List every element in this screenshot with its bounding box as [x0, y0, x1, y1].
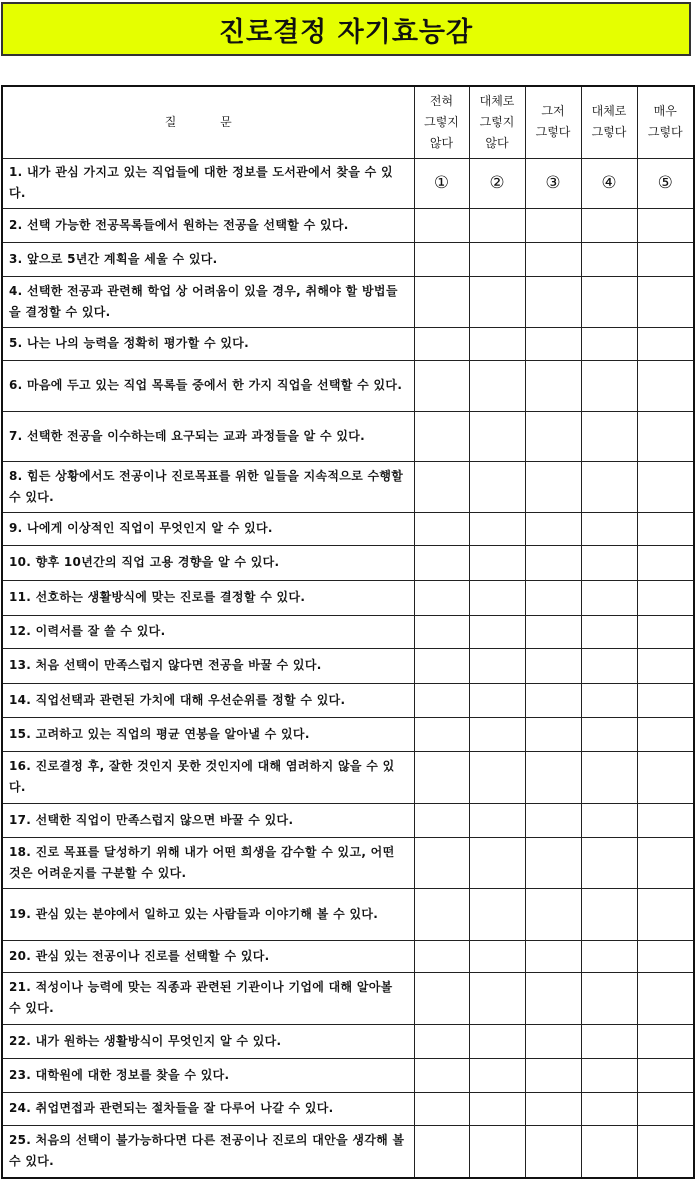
answer-cell-5[interactable] — [637, 580, 694, 615]
answer-cell-4[interactable] — [581, 888, 637, 940]
question-row — [2, 837, 694, 888]
answer-cell-4[interactable] — [581, 1125, 637, 1178]
answer-cell-2[interactable] — [469, 360, 525, 411]
answer-cell-1[interactable] — [414, 327, 469, 360]
question-row — [2, 327, 694, 360]
option-header-4 — [581, 86, 637, 158]
option-header-line: 않다 — [429, 135, 454, 150]
answer-cell-2[interactable] — [469, 327, 525, 360]
option-header-line: 그저 — [541, 104, 565, 119]
question-text: 20. 관심 있는 전공이나 진로를 선택할 수 있다. — [2, 940, 414, 972]
answer-cell-1[interactable] — [414, 512, 469, 545]
answer-cell-2[interactable] — [469, 545, 525, 580]
survey-table — [1, 85, 695, 1179]
question-row — [2, 411, 694, 461]
scale-mark: ① — [433, 173, 450, 193]
question-text: 9. 나에게 이상적인 직업이 무엇인지 알 수 있다. — [2, 512, 414, 545]
question-row — [2, 972, 694, 1024]
option-header-line: 대체로 — [591, 104, 627, 119]
question-text: 5. 나는 나의 능력을 정확히 평가할 수 있다. — [2, 327, 414, 360]
answer-cell-4[interactable] — [581, 940, 637, 972]
answer-cell-3[interactable] — [525, 837, 581, 888]
answer-cell-3[interactable] — [525, 461, 581, 512]
answer-cell-3[interactable] — [525, 242, 581, 276]
question-row — [2, 1092, 694, 1125]
scale-mark: ⑤ — [657, 173, 673, 193]
answer-cell-1[interactable] — [414, 972, 469, 1024]
answer-cell-5[interactable] — [637, 512, 694, 545]
answer-cell-3[interactable] — [525, 545, 581, 580]
answer-cell-4[interactable] — [581, 208, 637, 242]
answer-cell-5[interactable] — [637, 545, 694, 580]
question-text: 24. 취업면접과 관련되는 절차들을 잘 다루어 나갈 수 있다. — [2, 1092, 414, 1125]
question-row — [2, 242, 694, 276]
answer-cell-5[interactable] — [637, 717, 694, 751]
answer-cell-3[interactable] — [525, 1024, 581, 1058]
question-row — [2, 360, 694, 411]
question-row — [2, 940, 694, 972]
answer-cell-1[interactable] — [414, 360, 469, 411]
option-header-2 — [469, 86, 525, 158]
question-text: 14. 직업선택과 관련된 가치에 대해 우선순위를 정할 수 있다. — [2, 683, 414, 717]
answer-cell-3[interactable] — [525, 803, 581, 837]
answer-cell-4[interactable] — [581, 803, 637, 837]
question-row — [2, 1024, 694, 1058]
question-text: 18. 진로 목표를 달성하기 위해 내가 어떤 희생을 감수할 수 있고, 어떤 것은 어려운지를 구분할 수 있다. — [2, 837, 414, 888]
answer-cell-4[interactable] — [581, 751, 637, 803]
question-text: 16. 진로결정 후, 잘한 것인지 못한 것인지에 대해 염려하지 않을 수 있다. — [2, 751, 414, 803]
answer-cell-4[interactable] — [581, 327, 637, 360]
answer-cell-4[interactable] — [581, 545, 637, 580]
answer-cell-1[interactable] — [414, 158, 469, 208]
answer-cell-1[interactable] — [414, 1024, 469, 1058]
question-text: 17. 선택한 직업이 만족스럽지 않으면 바꿀 수 있다. — [2, 803, 414, 837]
question-text: 13. 처음 선택이 만족스럽지 않다면 전공을 바꿀 수 있다. — [2, 648, 414, 683]
answer-cell-3[interactable] — [525, 940, 581, 972]
question-row — [2, 1125, 694, 1178]
answer-cell-4[interactable] — [581, 615, 637, 648]
answer-cell-5[interactable] — [637, 940, 694, 972]
question-row — [2, 208, 694, 242]
question-row — [2, 615, 694, 648]
answer-cell-3[interactable] — [525, 648, 581, 683]
scale-mark: ② — [489, 173, 505, 193]
answer-cell-1[interactable] — [414, 580, 469, 615]
answer-cell-2[interactable] — [469, 683, 525, 717]
option-header-line: 매우 — [653, 104, 677, 119]
answer-cell-1[interactable] — [414, 803, 469, 837]
answer-cell-5[interactable] — [637, 837, 694, 888]
answer-cell-5[interactable] — [637, 242, 694, 276]
question-row — [2, 461, 694, 512]
answer-cell-3[interactable] — [525, 751, 581, 803]
answer-cell-3[interactable] — [525, 580, 581, 615]
option-header-line: 그렇지 — [479, 114, 515, 129]
answer-cell-2[interactable] — [469, 512, 525, 545]
question-text: 23. 대학원에 대한 정보를 찾을 수 있다. — [2, 1058, 414, 1092]
answer-cell-2[interactable] — [469, 580, 525, 615]
question-text: 4. 선택한 전공과 관련해 학업 상 어려움이 있을 경우, 취해야 할 방법들을 결정할 수 있다. — [2, 276, 414, 327]
answer-cell-2[interactable] — [469, 1024, 525, 1058]
answer-cell-5[interactable] — [637, 1024, 694, 1058]
option-header-3 — [525, 86, 581, 158]
answer-cell-3[interactable] — [525, 888, 581, 940]
answer-cell-1[interactable] — [414, 545, 469, 580]
answer-cell-5[interactable] — [637, 751, 694, 803]
answer-cell-1[interactable] — [414, 411, 469, 461]
answer-cell-5[interactable] — [637, 327, 694, 360]
question-text: 6. 마음에 두고 있는 직업 목록들 중에서 한 가지 직업을 선택할 수 있다. — [2, 360, 414, 411]
scale-mark: ④ — [601, 173, 617, 193]
answer-cell-4[interactable] — [581, 580, 637, 615]
question-row — [2, 683, 694, 717]
answer-cell-2[interactable] — [469, 461, 525, 512]
answer-cell-1[interactable] — [414, 461, 469, 512]
answer-cell-2[interactable] — [469, 615, 525, 648]
question-text: 7. 선택한 전공을 이수하는데 요구되는 교과 과정들을 알 수 있다. — [2, 411, 414, 461]
answer-cell-3[interactable] — [525, 1125, 581, 1178]
answer-cell-1[interactable] — [414, 1058, 469, 1092]
question-text: 2. 선택 가능한 전공목록들에서 원하는 전공을 선택할 수 있다. — [2, 208, 414, 242]
answer-cell-1[interactable] — [414, 648, 469, 683]
answer-cell-3[interactable] — [525, 512, 581, 545]
answer-cell-2[interactable] — [469, 648, 525, 683]
answer-cell-1[interactable] — [414, 683, 469, 717]
answer-cell-4[interactable] — [581, 1092, 637, 1125]
answer-cell-4[interactable] — [581, 837, 637, 888]
answer-cell-4[interactable] — [581, 683, 637, 717]
option-header-1 — [414, 86, 469, 158]
option-header-line: 대체로 — [479, 93, 515, 108]
answer-cell-2[interactable] — [469, 1058, 525, 1092]
question-header: 질 문 — [2, 86, 414, 158]
page-title: 진로결정 자기효능감 — [1, 2, 691, 56]
answer-cell-2[interactable] — [469, 751, 525, 803]
answer-cell-5[interactable] — [637, 1058, 694, 1092]
answer-cell-5[interactable] — [637, 648, 694, 683]
answer-cell-2[interactable] — [469, 242, 525, 276]
question-text: 19. 관심 있는 분야에서 일하고 있는 사람들과 이야기해 볼 수 있다. — [2, 888, 414, 940]
option-header-5 — [637, 86, 694, 158]
answer-cell-4[interactable] — [581, 648, 637, 683]
question-row — [2, 512, 694, 545]
option-header-line: 그렇지 — [424, 114, 459, 129]
answer-cell-1[interactable] — [414, 242, 469, 276]
question-row — [2, 158, 694, 208]
answer-cell-3[interactable] — [525, 615, 581, 648]
answer-cell-5[interactable] — [637, 411, 694, 461]
question-row — [2, 751, 694, 803]
question-row — [2, 648, 694, 683]
answer-cell-3[interactable] — [525, 360, 581, 411]
answer-cell-4[interactable] — [581, 972, 637, 1024]
answer-cell-5[interactable] — [637, 1125, 694, 1178]
answer-cell-3[interactable] — [525, 208, 581, 242]
answer-cell-2[interactable] — [469, 276, 525, 327]
answer-cell-5[interactable] — [637, 461, 694, 512]
answer-cell-2[interactable] — [469, 411, 525, 461]
answer-cell-1[interactable] — [414, 940, 469, 972]
answer-cell-4[interactable] — [581, 1024, 637, 1058]
answer-cell-3[interactable] — [525, 972, 581, 1024]
question-row — [2, 276, 694, 327]
question-text: 3. 앞으로 5년간 계획을 세울 수 있다. — [2, 242, 414, 276]
question-row — [2, 717, 694, 751]
answer-cell-5[interactable] — [637, 972, 694, 1024]
question-text: 11. 선호하는 생활방식에 맞는 진로를 결정할 수 있다. — [2, 580, 414, 615]
answer-cell-4[interactable] — [581, 411, 637, 461]
answer-cell-4[interactable] — [581, 276, 637, 327]
answer-cell-2[interactable] — [469, 940, 525, 972]
answer-cell-1[interactable] — [414, 1092, 469, 1125]
question-row — [2, 888, 694, 940]
answer-cell-2[interactable] — [469, 888, 525, 940]
answer-cell-5[interactable] — [637, 888, 694, 940]
answer-cell-1[interactable] — [414, 751, 469, 803]
answer-cell-2[interactable] — [469, 717, 525, 751]
answer-cell-1[interactable] — [414, 615, 469, 648]
answer-cell-4[interactable] — [581, 242, 637, 276]
answer-cell-1[interactable] — [414, 717, 469, 751]
answer-cell-5[interactable] — [637, 1092, 694, 1125]
answer-cell-2[interactable] — [469, 1125, 525, 1178]
answer-cell-2[interactable] — [469, 1092, 525, 1125]
answer-cell-5[interactable] — [637, 615, 694, 648]
answer-cell-3[interactable] — [525, 158, 581, 208]
option-header-line: 전혀 — [429, 93, 454, 108]
answer-cell-5[interactable] — [637, 158, 694, 208]
answer-cell-3[interactable] — [525, 1058, 581, 1092]
answer-cell-3[interactable] — [525, 1092, 581, 1125]
option-header-line: 그렇다 — [591, 125, 627, 140]
answer-cell-3[interactable] — [525, 717, 581, 751]
answer-cell-4[interactable] — [581, 717, 637, 751]
question-row — [2, 545, 694, 580]
option-header-line: 그렇다 — [535, 125, 571, 140]
question-text: 8. 힘든 상황에서도 전공이나 진로목표를 위한 일들을 지속적으로 수행할 수 있다. — [2, 461, 414, 512]
answer-cell-5[interactable] — [637, 208, 694, 242]
answer-cell-3[interactable] — [525, 411, 581, 461]
answer-cell-1[interactable] — [414, 1125, 469, 1178]
question-text: 21. 적성이나 능력에 맞는 직종과 관련된 기관이나 기업에 대해 알아볼 수 있다. — [2, 972, 414, 1024]
answer-cell-1[interactable] — [414, 208, 469, 242]
answer-cell-3[interactable] — [525, 276, 581, 327]
question-text: 22. 내가 원하는 생활방식이 무엇인지 알 수 있다. — [2, 1024, 414, 1058]
answer-cell-4[interactable] — [581, 461, 637, 512]
answer-cell-5[interactable] — [637, 803, 694, 837]
question-row — [2, 580, 694, 615]
option-header-line: 않다 — [485, 135, 509, 150]
answer-cell-2[interactable] — [469, 803, 525, 837]
answer-cell-1[interactable] — [414, 276, 469, 327]
answer-cell-4[interactable] — [581, 158, 637, 208]
scale-mark: ③ — [545, 173, 561, 193]
answer-cell-5[interactable] — [637, 276, 694, 327]
answer-cell-3[interactable] — [525, 683, 581, 717]
answer-cell-5[interactable] — [637, 360, 694, 411]
answer-cell-1[interactable] — [414, 837, 469, 888]
answer-cell-2[interactable] — [469, 837, 525, 888]
question-text: 10. 향후 10년간의 직업 고용 경향을 알 수 있다. — [2, 545, 414, 580]
question-text: 1. 내가 관심 가지고 있는 직업들에 대한 정보를 도서관에서 찾을 수 있다. — [2, 158, 414, 208]
answer-cell-4[interactable] — [581, 360, 637, 411]
answer-cell-4[interactable] — [581, 1058, 637, 1092]
answer-cell-4[interactable] — [581, 512, 637, 545]
question-text: 25. 처음의 선택이 불가능하다면 다른 전공이나 진로의 대안을 생각해 볼 수 있다. — [2, 1125, 414, 1178]
answer-cell-2[interactable] — [469, 972, 525, 1024]
question-row — [2, 803, 694, 837]
answer-cell-2[interactable] — [469, 208, 525, 242]
question-text: 12. 이력서를 잘 쓸 수 있다. — [2, 615, 414, 648]
question-text: 15. 고려하고 있는 직업의 평균 연봉을 알아낼 수 있다. — [2, 717, 414, 751]
question-row — [2, 1058, 694, 1092]
answer-cell-2[interactable] — [469, 158, 525, 208]
option-header-line: 그렇다 — [647, 125, 683, 140]
answer-cell-1[interactable] — [414, 888, 469, 940]
answer-cell-3[interactable] — [525, 327, 581, 360]
answer-cell-5[interactable] — [637, 683, 694, 717]
